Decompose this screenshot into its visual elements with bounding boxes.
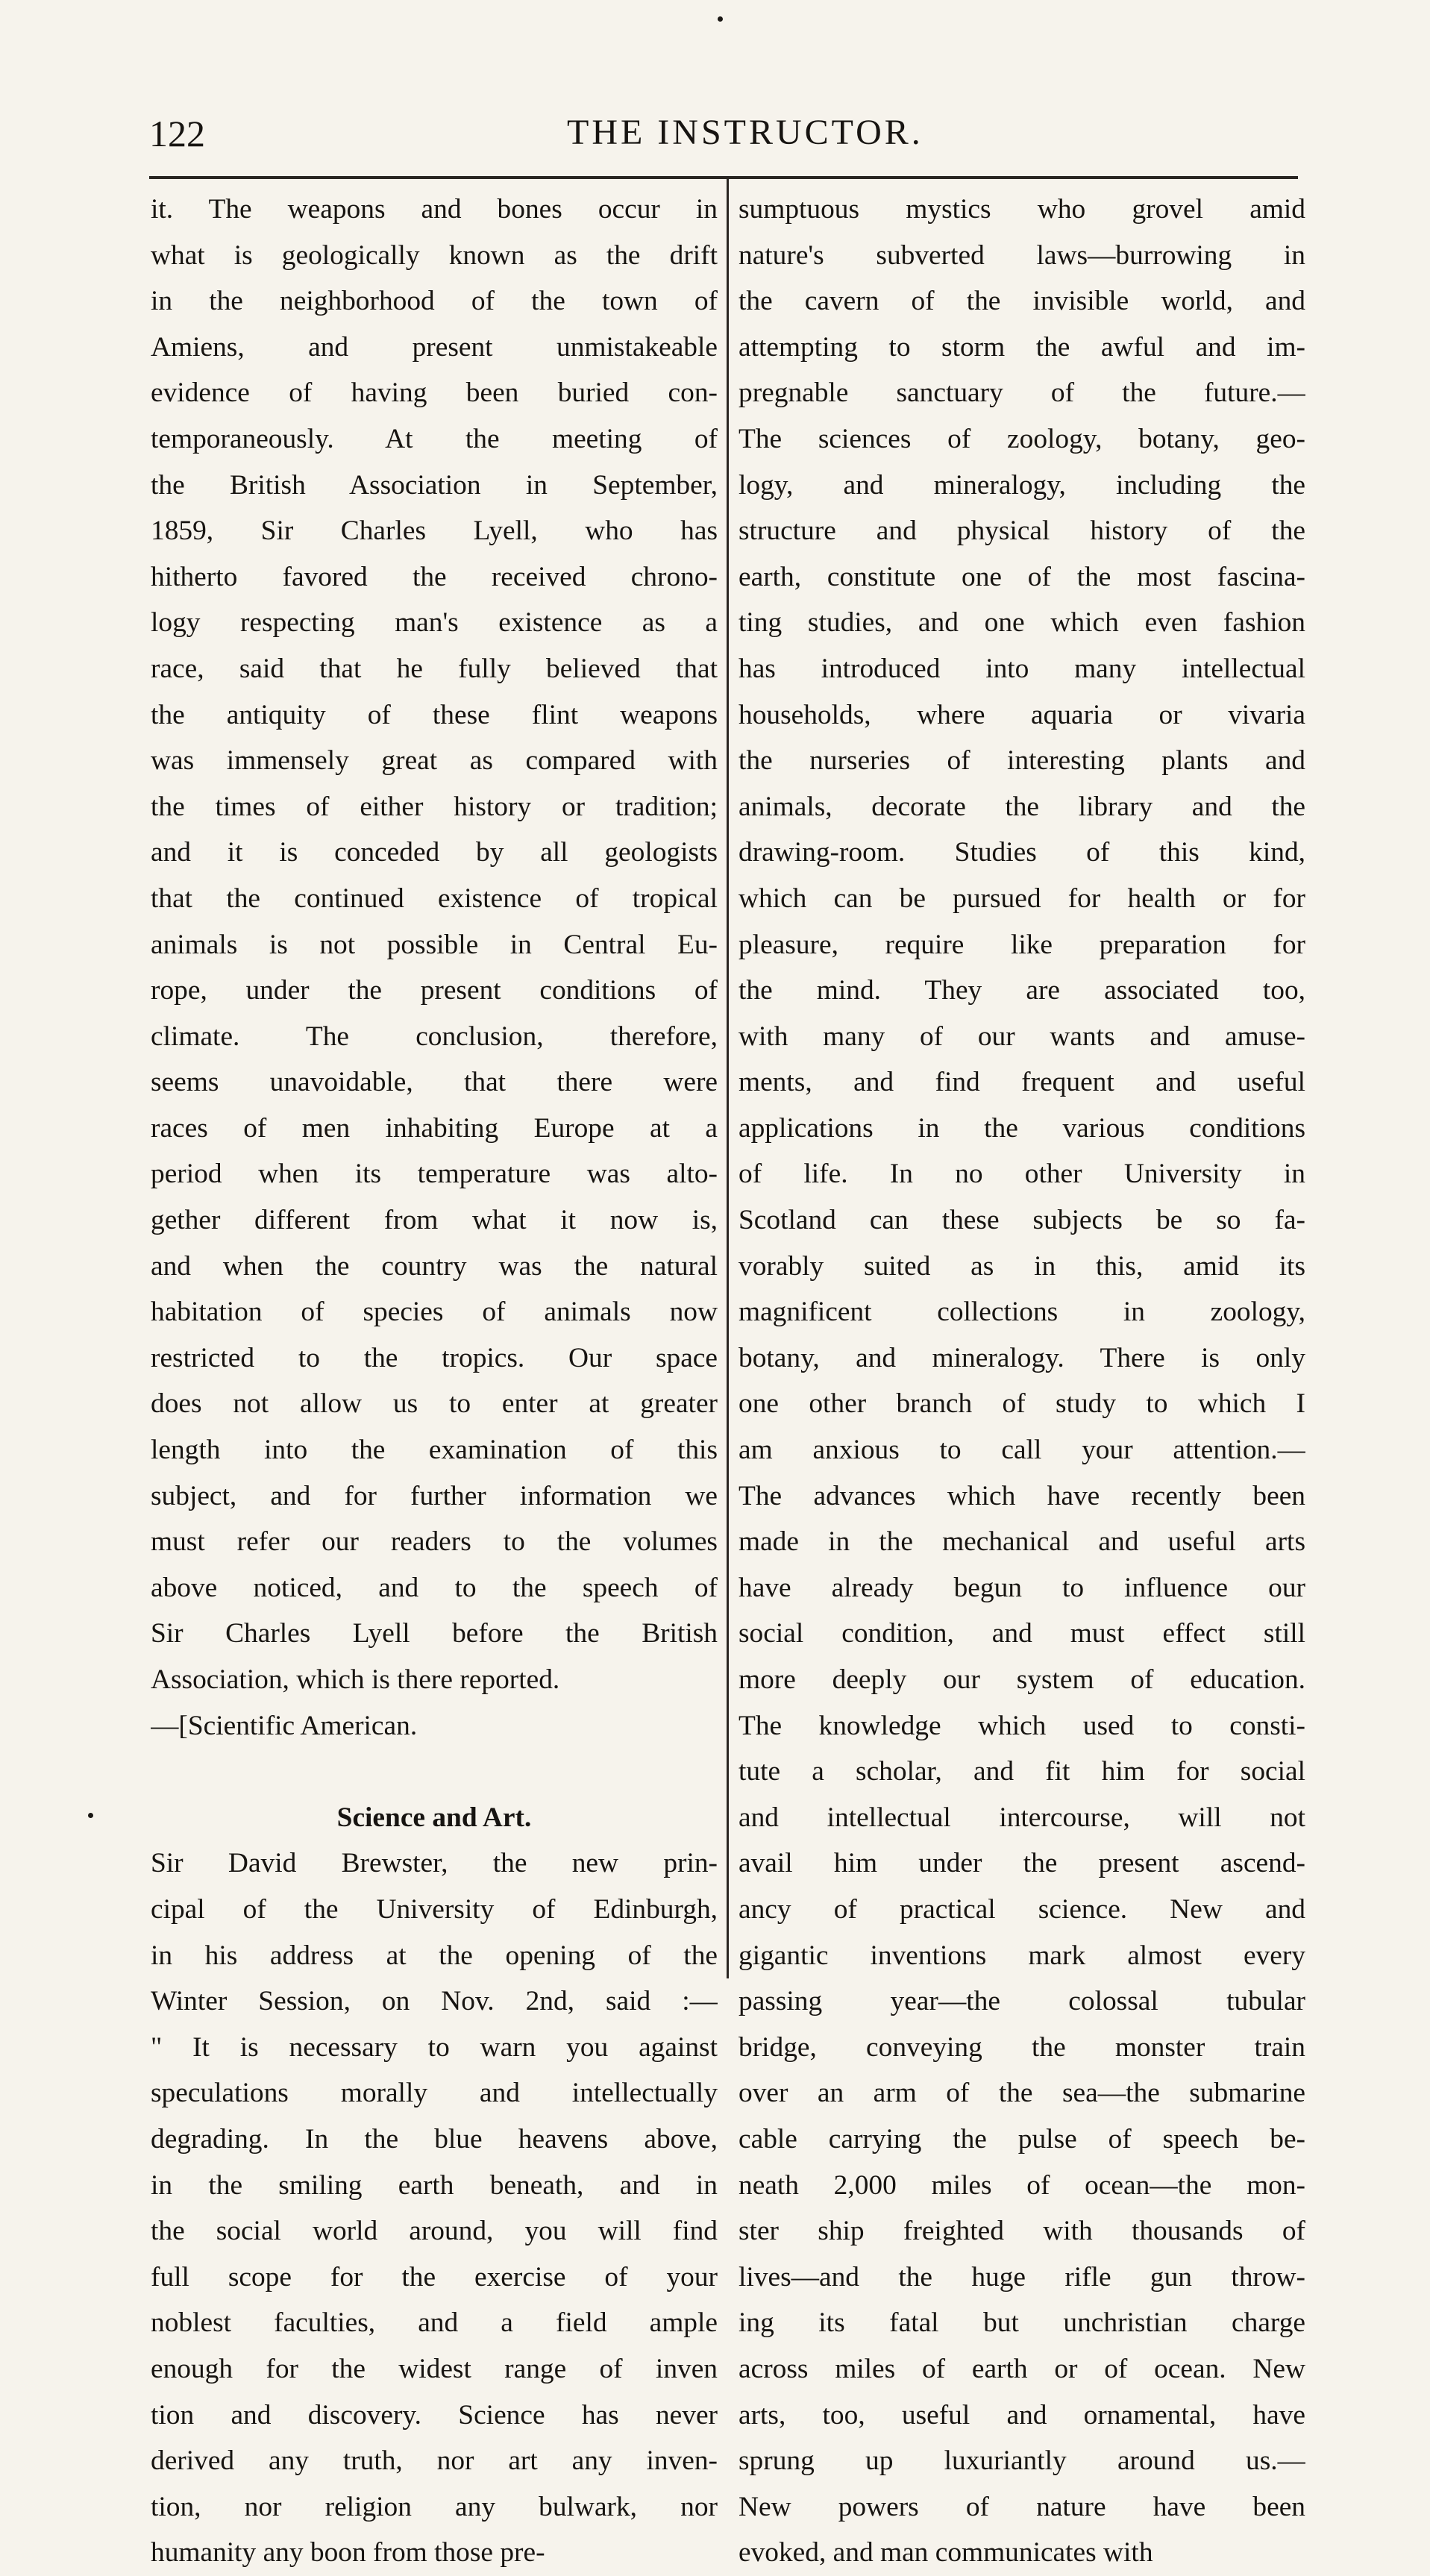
text-line: evoked, and man communicates with [738, 2537, 1153, 2569]
text-line: —[Scientific American. [151, 1710, 418, 1741]
text-line: must refer our readers to the volumes [151, 1526, 718, 1558]
text-line: humanity any boon from those pre- [151, 2537, 545, 2569]
text-line: was immensely great as compared with [151, 745, 718, 777]
text-line: ster ship freighted with thousands of [738, 2216, 1305, 2247]
text-line: gigantic inventions mark almost every [738, 1940, 1305, 1971]
text-line: race, said that he fully believed that [151, 653, 718, 684]
text-line: of life. In no other University in [738, 1159, 1305, 1190]
text-line: restricted to the tropics. Our space [151, 1342, 718, 1373]
header-rule [149, 176, 1298, 179]
text-line: avail him under the present ascend- [738, 1848, 1305, 1879]
text-line: The sciences of zoology, botany, geo- [738, 423, 1305, 454]
text-line: climate. The conclusion, therefore, [151, 1021, 718, 1052]
text-line: 1859, Sir Charles Lyell, who has [151, 515, 718, 547]
text-line: social condition, and must effect still [738, 1618, 1305, 1649]
text-line: the nurseries of interesting plants and [738, 745, 1305, 777]
text-line: am anxious to call your attention.— [738, 1435, 1305, 1466]
text-line: with many of our wants and amuse- [738, 1021, 1305, 1052]
text-line: degrading. In the blue heavens above, [151, 2123, 718, 2154]
text-line: what is geologically known as the drift [151, 239, 718, 271]
page-number: 122 [149, 113, 205, 154]
text-line: in his address at the opening of the [151, 1940, 718, 1971]
text-line: the antiquity of these flint weapons [151, 699, 718, 730]
text-line: subject, and for further information we [151, 1480, 718, 1511]
text-line: tion, nor religion any bulwark, nor [151, 2491, 718, 2522]
text-line: animals is not possible in Central Eu- [151, 929, 718, 960]
text-line: botany, and mineralogy. There is only [738, 1342, 1305, 1373]
text-line: more deeply our system of education. [738, 1664, 1305, 1695]
text-line: pregnable sanctuary of the future.— [738, 377, 1305, 409]
text-line: period when its temperature was alto- [151, 1159, 718, 1190]
text-line: Amiens, and present unmistakeable [151, 331, 718, 363]
text-line: passing year—the colossal tubular [738, 1986, 1305, 2017]
text-line: hitherto favored the received chrono- [151, 561, 718, 592]
text-line: arts, too, useful and ornamental, have [738, 2399, 1305, 2431]
ink-speck [718, 16, 723, 22]
text-line: enough for the widest range of inven [151, 2353, 718, 2384]
text-line: nature's subverted laws—burrowing in [738, 239, 1305, 271]
text-line: length into the examination of this [151, 1435, 718, 1466]
text-line: vorably suited as in this, amid its [738, 1250, 1305, 1282]
text-line: households, where aquaria or vivaria [738, 699, 1305, 730]
text-line: the British Association in September, [151, 469, 718, 501]
text-line: logy, and mineralogy, including the [738, 469, 1305, 501]
text-line: ting studies, and one which even fashion [738, 607, 1305, 639]
text-line: New powers of nature have been [738, 2491, 1305, 2522]
text-line: Sir David Brewster, the new prin- [151, 1848, 718, 1879]
text-line: seems unavoidable, that there were [151, 1067, 718, 1098]
text-line: noblest faculties, and a field ample [151, 2307, 718, 2339]
text-line: tion and discovery. Science has never [151, 2399, 718, 2431]
section-heading: Science and Art. [336, 1802, 532, 1833]
text-line: derived any truth, nor art any inven- [151, 2445, 718, 2477]
text-line: the social world around, you will find [151, 2216, 718, 2247]
text-line: ing its fatal but unchristian charge [738, 2307, 1305, 2339]
text-line: does not allow us to enter at greater [151, 1388, 718, 1420]
column-divider [727, 179, 729, 1978]
text-line: " It is necessary to warn you against [151, 2031, 718, 2063]
text-line: made in the mechanical and useful arts [738, 1526, 1305, 1558]
text-line: gether different from what it now is, [151, 1205, 718, 1236]
text-line: pleasure, require like preparation for [738, 929, 1305, 960]
text-line: in the smiling earth beneath, and in [151, 2169, 718, 2201]
text-line: that the continued existence of tropical [151, 883, 718, 914]
text-line: tute a scholar, and fit him for social [738, 1756, 1305, 1787]
text-line: ments, and find frequent and useful [738, 1067, 1305, 1098]
page-header [149, 112, 1298, 164]
text-line: sumptuous mystics who grovel amid [738, 194, 1305, 225]
text-line [151, 1749, 718, 1795]
text-line: evidence of having been buried con- [151, 377, 718, 409]
text-line: sprung up luxuriantly around us.— [738, 2445, 1305, 2477]
ink-speck [88, 1813, 93, 1818]
text-line: Winter Session, on Nov. 2nd, said :— [151, 1986, 718, 2017]
text-line: and it is conceded by all geologists [151, 837, 718, 868]
right-column [738, 187, 1305, 2576]
text-line: lives—and the huge rifle gun throw- [738, 2261, 1305, 2293]
text-line: have already begun to influence our [738, 1572, 1305, 1603]
text-line: one other branch of study to which I [738, 1388, 1305, 1420]
text-line: temporaneously. At the meeting of [151, 423, 718, 454]
text-line: cipal of the University of Edinburgh, [151, 1893, 718, 1925]
text-line: above noticed, and to the speech of [151, 1572, 718, 1603]
text-line: magnificent collections in zoology, [738, 1297, 1305, 1328]
text-line: across miles of earth or of ocean. New [738, 2353, 1305, 2384]
text-line: The knowledge which used to consti- [738, 1710, 1305, 1741]
text-line: it. The weapons and bones occur in [151, 194, 718, 225]
text-line: ancy of practical science. New and [738, 1893, 1305, 1925]
running-title: THE INSTRUCTOR. [567, 113, 923, 152]
text-line: over an arm of the sea—the submarine [738, 2078, 1305, 2109]
text-line: speculations morally and intellectually [151, 2078, 718, 2109]
text-line: the mind. They are associated too, [738, 975, 1305, 1006]
text-line: the times of either history or tradition; [151, 791, 718, 822]
text-line: bridge, conveying the monster train [738, 2031, 1305, 2063]
text-line: full scope for the exercise of your [151, 2261, 718, 2293]
text-line: Sir Charles Lyell before the British [151, 1618, 718, 1649]
text-line: The advances which have recently been [738, 1480, 1305, 1511]
text-line: earth, constitute one of the most fascina- [738, 561, 1305, 592]
text-line: has introduced into many intellectual [738, 653, 1305, 684]
text-line: Association, which is there reported. [151, 1664, 560, 1695]
text-line: drawing-room. Studies of this kind, [738, 837, 1305, 868]
text-line: Scotland can these subjects be so fa- [738, 1205, 1305, 1236]
text-line: which can be pursued for health or for [738, 883, 1305, 914]
text-line: logy respecting man's existence as a [151, 607, 718, 639]
text-line: rope, under the present conditions of [151, 975, 718, 1006]
text-line: applications in the various conditions [738, 1112, 1305, 1144]
text-line: habitation of species of animals now [151, 1297, 718, 1328]
text-line: structure and physical history of the [738, 515, 1305, 547]
text-line: animals, decorate the library and the [738, 791, 1305, 822]
text-line: cable carrying the pulse of speech be- [738, 2123, 1305, 2154]
text-line: and when the country was the natural [151, 1250, 718, 1282]
text-line: the cavern of the invisible world, and [738, 286, 1305, 317]
text-line: and intellectual intercourse, will not [738, 1802, 1305, 1833]
text-line: attempting to storm the awful and im- [738, 331, 1305, 363]
text-line: races of men inhabiting Europe at a [151, 1112, 718, 1144]
left-column [151, 187, 718, 2576]
text-line: neath 2,000 miles of ocean—the mon- [738, 2169, 1305, 2201]
text-line: in the neighborhood of the town of [151, 286, 718, 317]
